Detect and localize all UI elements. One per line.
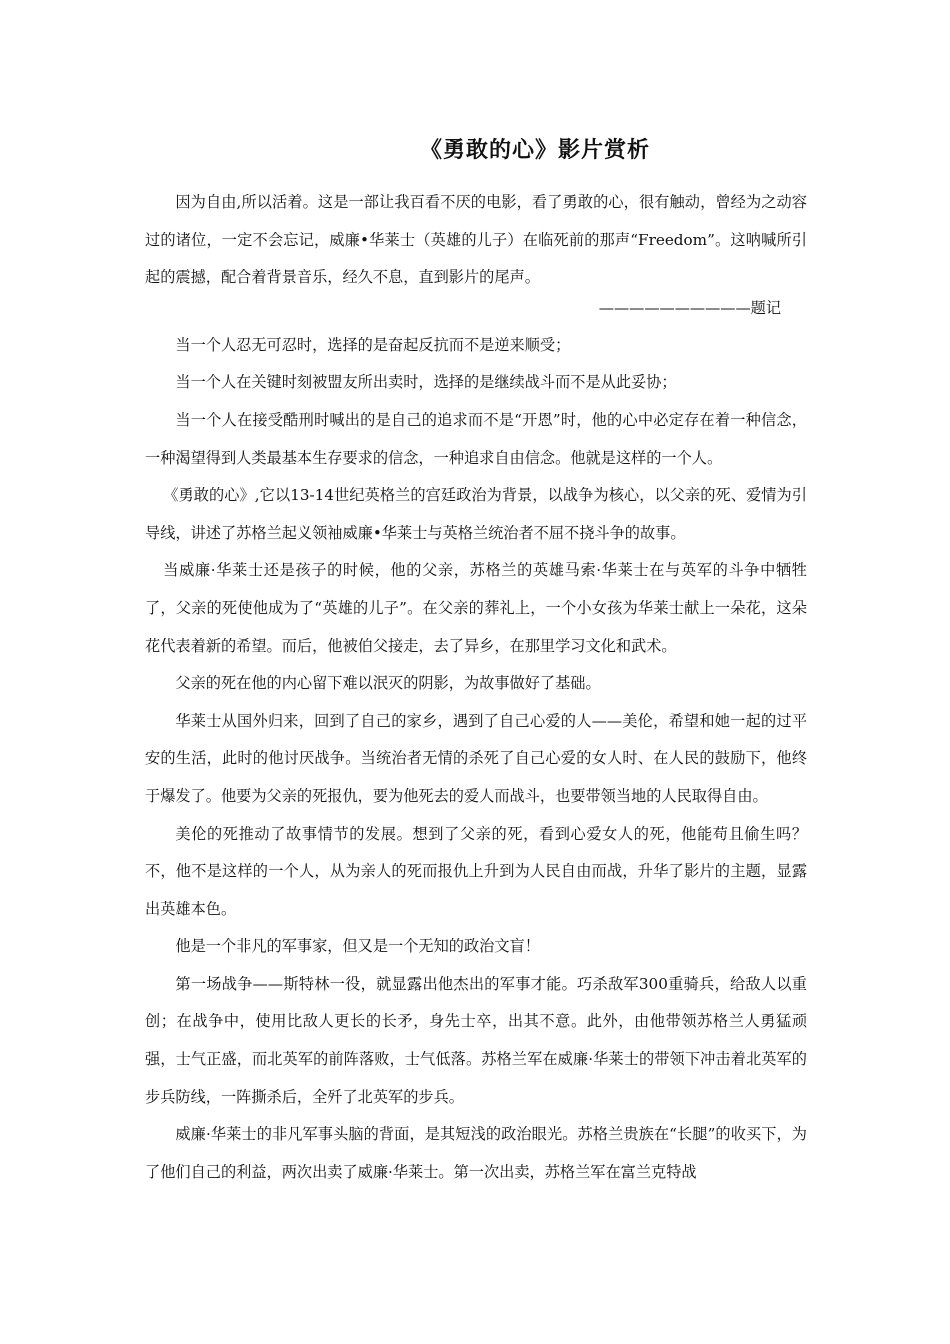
paragraph: 父亲的死在他的内心留下难以泯灭的阴影，为故事做好了基础。 xyxy=(175,674,601,693)
paragraph: 当威廉·华莱士还是孩子的时候，他的父亲，苏格兰的英雄马索·华莱士在与英军的斗争中牺牲了，父亲的死使他成为了“英雄的儿子”。在父亲的葬礼上，一个小女孩为华莱士献上一朵花，这朵花代表着新的希望。而后，他被伯父接走，去了异乡，在那里学习文化和武术。 xyxy=(145,561,807,655)
paragraph: 当一个人忍无可忍时，选择的是奋起反抗而不是逆来顺受； xyxy=(175,335,571,354)
epigraph-signature: ——————————题记 xyxy=(598,298,781,317)
paragraph: 他是一个非凡的军事家，但又是一个无知的政治文盲！ xyxy=(175,937,540,956)
paragraph: 当一个人在关键时刻被盟友所出卖时，选择的是继续战斗而不是从此妥协； xyxy=(175,373,677,392)
paragraph: 《勇敢的心》,它以13-14世纪英格兰的宫廷政治为背景，以战争为核心，以父亲的死、爱情为引导线，讲述了苏格兰起义领袖威廉•华莱士与英格兰统治者不屈不挠斗争的故事。 xyxy=(145,486,807,542)
paragraph-intro: 因为自由,所以活着。这是一部让我百看不厌的电影，看了勇敢的心，很有触动，曾经为之动容过的诸位，一定不会忘记，威廉•华莱士（英雄的儿子）在临死前的那声“Freedom”。这呐喊所引起的震撼，配合着背景音乐，经久不息，直到影片的尾声。 xyxy=(145,193,807,287)
paragraph: 第一场战争——斯特林一役，就显露出他杰出的军事才能。巧杀敌军300重骑兵，给敌人以重创；在战争中，使用比敌人更长的长矛，身先士卒，出其不意。此外，由他带领苏格兰人勇猛顽强，士气正盛，而北英军的前阵落败，士气低落。苏格兰军在威廉·华莱士的带领下冲击着北英军的步兵防线，一阵撕杀后，全歼了北英军的步兵。 xyxy=(145,974,807,1106)
paragraph: 当一个人在接受酷刑时喊出的是自己的追求而不是“开恩”时，他的心中必定存在着一种信念，一种渴望得到人类最基本生存要求的信念，一种追求自由信念。他就是这样的一个人。 xyxy=(145,410,807,467)
paragraph: 华莱士从国外归来，回到了自己的家乡，遇到了自己心爱的人——美伦，希望和她一起的过平安的生活，此时的他讨厌战争。当统治者无情的杀死了自己心爱的女人时、在人民的鼓励下，他终于爆发了。他要为父亲的死报仇，要为他死去的爱人而战斗，也要带领当地的人民取得自由。 xyxy=(145,711,807,805)
page-title: 《勇敢的心》影片赏析 xyxy=(419,137,650,163)
document-body xyxy=(145,184,807,1191)
paragraph: 美伦的死推动了故事情节的发展。想到了父亲的死，看到心爱女人的死，他能苟且偷生吗？不，他不是这样的一个人，从为亲人的死而报仇上升到为人民自由而战，升华了影片的主题，显露出英雄本色。 xyxy=(145,824,807,918)
paragraph: 威廉·华莱士的非凡军事头脑的背面，是其短浅的政治眼光。苏格兰贵族在“长腿”的收买下，为了他们自己的利益，两次出卖了威廉·华莱士。第一次出卖，苏格兰军在富兰克特战 xyxy=(145,1125,807,1181)
